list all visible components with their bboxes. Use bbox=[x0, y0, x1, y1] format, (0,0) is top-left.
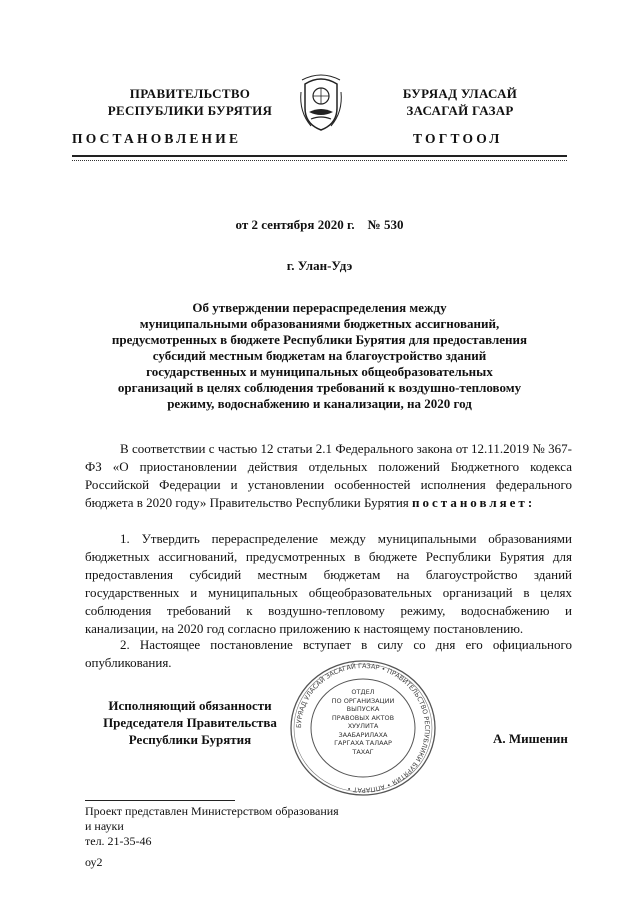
role-line: Исполняющий обязанности bbox=[108, 698, 272, 713]
stamp-ring-text: БУРЯАД УЛАСАЙ ЗАСАГАЙ ГАЗАР • ПРАВИТЕЛЬСТВО РЕСПУБЛИКИ БУРЯТИЯ • АППАРАТ • bbox=[294, 661, 432, 795]
footer-phone: тел. 21-35-46 bbox=[85, 834, 152, 848]
coat-of-arms-emblem-icon bbox=[297, 72, 345, 134]
header-right-line1: БУРЯАД УЛАСАЙ bbox=[402, 86, 518, 101]
title-line: государственных и муниципальных общеобразовательных bbox=[146, 364, 493, 379]
header-left-line1: ПРАВИТЕЛЬСТВО bbox=[129, 86, 251, 101]
official-stamp bbox=[288, 658, 438, 798]
role-line: Председателя Правительства bbox=[103, 715, 277, 730]
item-2-paragraph: 2. Настоящее постановление вступает в силу со дня его официального опубликования. bbox=[85, 637, 572, 670]
intro-paragraph bbox=[85, 440, 572, 512]
footer-line: и науки bbox=[85, 819, 124, 833]
document-title bbox=[72, 300, 567, 412]
city: г. Улан-Удэ bbox=[286, 258, 353, 273]
footer-block bbox=[85, 804, 485, 870]
signatory-role bbox=[100, 697, 280, 748]
title-line: муниципальными образованиями бюджетных ассигнований, bbox=[139, 316, 500, 331]
signatory-name: А. Мишенин bbox=[493, 731, 568, 746]
stamp-inner-text: ОТДЕЛ ПО ОРГАНИЗАЦИИ ВЫПУСКА ПРАВОВЫХ АКТОВ ХУУЛИТА ЗААБАРИЛАХА ГАРГАХА ТАЛААР ТАХАГ bbox=[331, 688, 395, 756]
item-1-paragraph: 1. Утвердить перераспределение между муниципальными образованиями бюджетных ассигнований, предусмотренных в бюджете Республики Бурятия для предоставления субсидий местным бюджетам на благоустройство зданий государственных и муниципальных общеобразовательных организаций в целях соблюдения требований к воздушно-тепловому режиму, водоснабжению и канализации, на 2020 год согласно приложению к настоящему постановлению. bbox=[85, 531, 572, 636]
intro-text: В соответствии с частью 12 статьи 2.1 Федерального закона от 12.11.2019 № 367-ФЗ «О приостановлении действия отдельных положений Бюджетного кодекса Российской Федерации и установлении особенностей исполнения федерального бюджета в 2020 году» Правительство Республики Бурятия bbox=[85, 441, 572, 510]
header-dotted-rule bbox=[72, 160, 567, 161]
doc-type-left: ПОСТАНОВЛЕНИЕ bbox=[72, 131, 242, 146]
title-line: предусмотренных в бюджете Республики Бурятия для предоставления bbox=[111, 332, 528, 347]
decree-word: постановляет: bbox=[412, 495, 536, 510]
header-thick-rule bbox=[72, 155, 567, 157]
footer-code: оу2 bbox=[85, 855, 103, 869]
header-left-line2: РЕСПУБЛИКИ БУРЯТИЯ bbox=[107, 103, 273, 118]
header-left-block bbox=[70, 85, 310, 119]
role-line: Республики Бурятия bbox=[128, 732, 252, 747]
footer-rule bbox=[85, 800, 235, 801]
doc-type-right: ТОГТООЛ bbox=[413, 131, 503, 146]
header-right-line2: ЗАСАГАЙ ГАЗАР bbox=[406, 103, 514, 118]
title-line: субсидий местным бюджетам на благоустройство зданий bbox=[152, 348, 487, 363]
title-line: режиму, водоснабжению и канализации, на 2020 год bbox=[167, 396, 472, 411]
date-and-number: от 2 сентября 2020 г. № 530 bbox=[235, 217, 404, 232]
title-line: Об утверждении перераспределения между bbox=[192, 300, 447, 315]
title-line: организаций в целях соблюдения требований к воздушно-тепловому bbox=[117, 380, 522, 395]
header-right-block bbox=[370, 85, 550, 119]
footer-line: Проект представлен Министерством образования bbox=[85, 804, 339, 818]
